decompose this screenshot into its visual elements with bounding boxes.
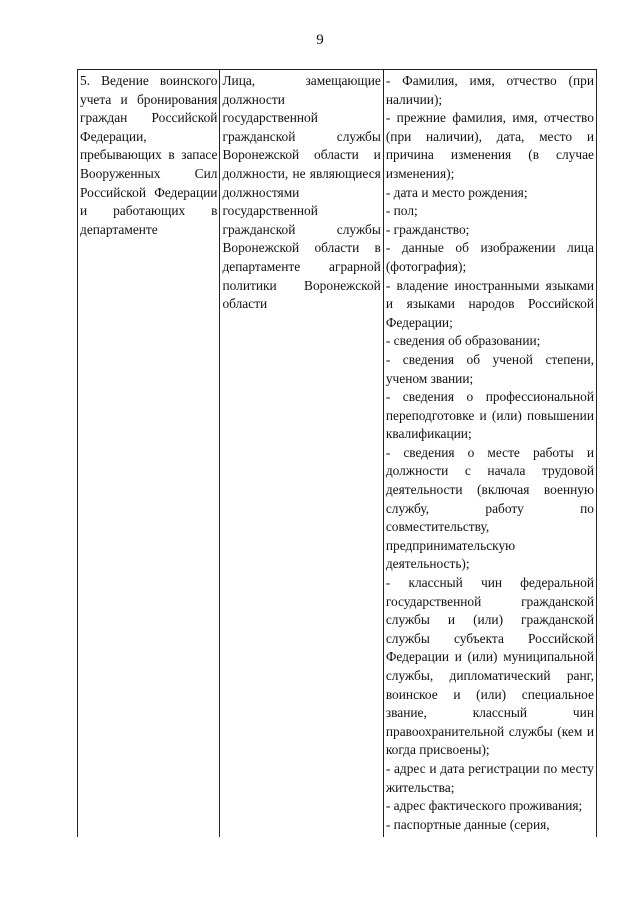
personal-data-item: - дата и место рождения;: [385, 184, 528, 200]
personal-data-item: - адрес и дата регистрации по месту жительства;: [385, 760, 594, 795]
personal-data-item: - сведения об ученой степени, ученом звании;: [385, 351, 594, 386]
personal-data-item: - сведения о месте работы и должности с начала трудовой деятельности (включая военную службу, работу по совместительству, предпринимательскую деятельность);: [385, 444, 594, 572]
personal-data-item: - гражданство;: [385, 221, 470, 237]
subjects-cell: [220, 70, 383, 837]
personal-data-item: - владение иностранными языками и языками народов Российской Федерации;: [385, 277, 594, 330]
personal-data-item: - паспортные данные (серия,: [385, 816, 550, 832]
data-table: [77, 69, 597, 837]
subjects-text: Лица, замещающие должности государственной гражданской службы Воронежской области и должности, не являющиеся должностями государственной гражданской службы Воронежской области в департаменте аграрной политики Воронежской области: [222, 73, 381, 312]
personal-data-item: - пол;: [385, 203, 418, 219]
personal-data-item: - сведения о профессиональной переподготовке и (или) повышении квалификации;: [385, 389, 594, 442]
personal-data-item: - сведения об образовании;: [385, 333, 541, 349]
page-number: 9: [316, 32, 324, 48]
personal-data-item: - Фамилия, имя, отчество (при наличии);: [385, 73, 594, 107]
purpose-text: 5. Ведение воинского учета и бронирования граждан Российской Федерации, пребывающих в запасе Вооруженных Сил Российской Федерации и работающих в департаменте: [80, 73, 218, 237]
purpose-cell: [78, 70, 220, 837]
personal-data-item: - классный чин федеральной государственной гражданской службы и (или) гражданской службы субъекта Российской Федерации и (или) муниципальной службы, дипломатический ранг, воинское и (или) специальное звание, классный чин правоохранительной службы (кем и когда присвоены);: [385, 575, 594, 758]
personal-data-item: - данные об изображении лица (фотография);: [385, 240, 594, 274]
personal-data-item: - адрес фактического проживания;: [385, 798, 583, 814]
personal-data-item: - прежние фамилия, имя, отчество (при наличии), дата, место и причина изменения (в случае изменения);: [385, 110, 594, 181]
personal-data-cell: [384, 70, 596, 837]
